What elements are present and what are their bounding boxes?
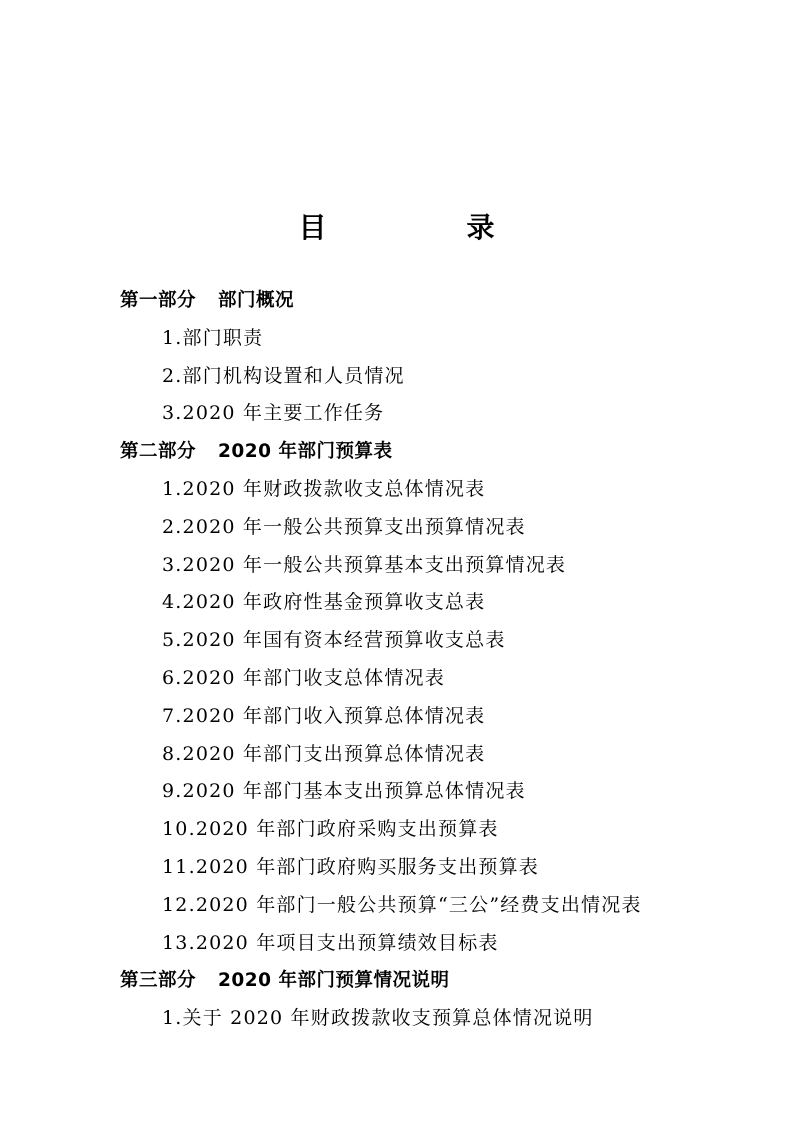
- section-heading-part-1[interactable]: [120, 282, 760, 320]
- section-heading-part-2[interactable]: [120, 433, 760, 471]
- toc-item[interactable]: 1.关于 2020 年财政拨款收支预算总体情况说明: [162, 1007, 594, 1030]
- section-heading-part-3[interactable]: [120, 962, 760, 1000]
- part-title: 2020 年部门预算表: [218, 441, 393, 463]
- toc-item[interactable]: 5.2020 年国有资本经营预算收支总表: [162, 629, 506, 652]
- toc-item[interactable]: 3.2020 年主要工作任务: [162, 402, 385, 425]
- toc-item[interactable]: 10.2020 年部门政府采购支出预算表: [162, 818, 499, 841]
- toc-item[interactable]: 2.部门机构设置和人员情况: [162, 364, 405, 387]
- page-title: 目 录: [298, 211, 551, 244]
- toc-item[interactable]: 4.2020 年政府性基金预算收支总表: [162, 591, 486, 614]
- toc-item[interactable]: 9.2020 年部门基本支出预算总体情况表: [162, 780, 526, 803]
- part-label: 第三部分: [120, 970, 197, 992]
- toc-item[interactable]: 1.2020 年财政拨款收支总体情况表: [162, 477, 486, 500]
- toc-item[interactable]: 6.2020 年部门收支总体情况表: [162, 666, 445, 689]
- part-label: 第一部分: [120, 290, 197, 311]
- part-title: 2020 年部门预算情况说明: [218, 970, 450, 992]
- part-label: 第二部分: [120, 441, 197, 463]
- toc-item[interactable]: 2.2020 年一般公共预算支出预算情况表: [162, 515, 526, 538]
- toc-item[interactable]: 1.部门职责: [162, 326, 264, 349]
- table-of-contents: [120, 282, 760, 1038]
- toc-item[interactable]: 3.2020 年一般公共预算基本支出预算情况表: [162, 553, 567, 576]
- toc-item[interactable]: 8.2020 年部门支出预算总体情况表: [162, 742, 486, 765]
- toc-item[interactable]: 12.2020 年部门一般公共预算“三公”经费支出情况表: [162, 893, 642, 916]
- toc-item[interactable]: 11.2020 年部门政府购买服务支出预算表: [162, 855, 540, 878]
- toc-item[interactable]: 7.2020 年部门收入预算总体情况表: [162, 704, 486, 727]
- part-title: 部门概况: [218, 290, 295, 311]
- toc-item[interactable]: 13.2020 年项目支出预算绩效目标表: [162, 931, 499, 954]
